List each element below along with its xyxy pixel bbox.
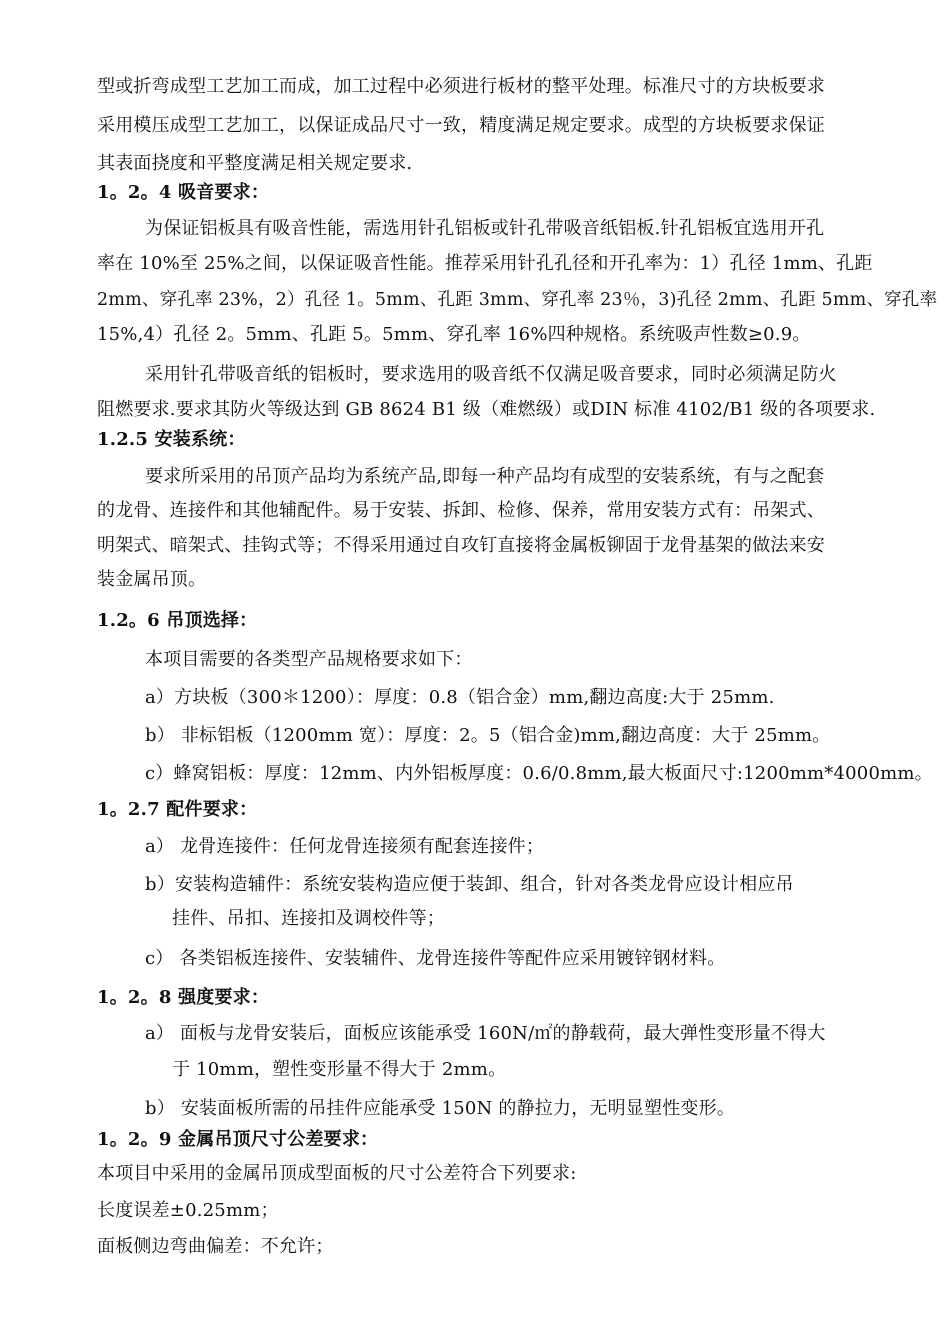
paragraph-line: 长度误差±0.25mm； [97,1200,279,1221]
list-item: b）安装构造辅件：系统安装构造应便于装卸、组合，针对各类龙骨应设计相应吊 [145,874,794,895]
section-heading: 1.2.5 安装系统： [97,429,246,450]
paragraph-line: 的龙骨、连接件和其他辅配件。易于安装、拆卸、检修、保养，常用安装方式有：吊架式、 [97,500,825,521]
list-item-continuation: 挂件、吊扣、连接扣及调校件等； [172,908,445,929]
list-item: c） 各类铝板连接件、安装辅件、龙骨连接件等配件应采用镀锌钢材料。 [145,948,726,969]
paragraph-line: 要求所采用的吊顶产品均为系统产品,即每一种产品均有成型的安装系统，有与之配套 [145,466,825,487]
paragraph-line: 面板侧边弯曲偏差：不允许； [97,1236,334,1257]
paragraph-line: 2mm、穿孔率 23%，2）孔径 1。5mm、孔距 3mm、穿孔率 23％，3)孔径 2mm、孔距 5mm、穿孔率 [97,290,938,310]
list-item: c）蜂窝铝板：厚度：12mm、内外铝板厚度：0.6/0.8mm,最大板面尺寸:1200mm*4000mm。 [145,763,933,784]
paragraph-line: 其表面挠度和平整度满足相关规定要求. [97,153,413,174]
list-item: b） 安装面板所需的吊挂件应能承受 150N 的静拉力，无明显塑性变形。 [145,1098,735,1119]
list-item-continuation: 于 10mm，塑性变形量不得大于 2mm。 [172,1059,507,1080]
list-item: b） 非标铝板（1200mm 宽）：厚度：2。5（铝合金)mm,翻边高度：大于 25mm。 [145,725,831,746]
paragraph-line: 率在 10%至 25%之间，以保证吸音性能。推荐采用针孔孔径和开孔率为：1）孔径 1mm、孔距 [97,253,873,274]
paragraph-line: 型或折弯成型工艺加工而成，加工过程中必须进行板材的整平处理。标准尺寸的方块板要求 [97,76,825,97]
list-item: a） 龙骨连接件：任何龙骨连接须有配套连接件； [145,836,545,857]
section-heading: 1.2。6 吊顶选择： [97,610,258,631]
paragraph-line: 明架式、暗架式、挂钩式等；不得采用通过自攻钉直接将金属板铆固于龙骨基架的做法来安 [97,535,825,556]
paragraph-line: 阻燃要求.要求其防火等级达到 GB 8624 B1 级（难燃级）或DIN 标准 4102/B1 级的各项要求. [97,399,876,420]
paragraph-line: 采用针孔带吸音纸的铝板时，要求选用的吸音纸不仅满足吸音要求，同时必须满足防火 [145,364,837,385]
paragraph-line: 为保证铝板具有吸音性能，需选用针孔铝板或针孔带吸音纸铝板.针孔铝板宜选用开孔 [145,218,825,239]
section-heading: 1。2。9 金属吊顶尺寸公差要求： [97,1129,379,1150]
paragraph-line: 装金属吊顶。 [97,569,207,590]
paragraph-line: 本项目需要的各类型产品规格要求如下： [145,649,473,670]
paragraph-line: 采用模压成型工艺加工，以保证成品尺寸一致，精度满足规定要求。成型的方块板要求保证 [97,115,825,136]
list-item: a）方块板（300＊1200）：厚度：0.8（铝合金）mm,翻边高度:大于 25mm. [145,687,775,708]
section-heading: 1。2.7 配件要求： [97,799,258,820]
section-heading: 1。2。4 吸音要求： [97,182,270,203]
paragraph-line: 15%,4）孔径 2。5mm、孔距 5。5mm、穿孔率 16%四种规格。系统吸声性数≥0.9。 [97,324,811,345]
section-heading: 1。2。8 强度要求： [97,987,270,1008]
paragraph-line: 本项目中采用的金属吊顶成型面板的尺寸公差符合下列要求: [97,1163,577,1184]
list-item: a） 面板与龙骨安装后，面板应该能承受 160N/㎡的静载荷，最大弹性变形量不得大 [145,1023,826,1044]
